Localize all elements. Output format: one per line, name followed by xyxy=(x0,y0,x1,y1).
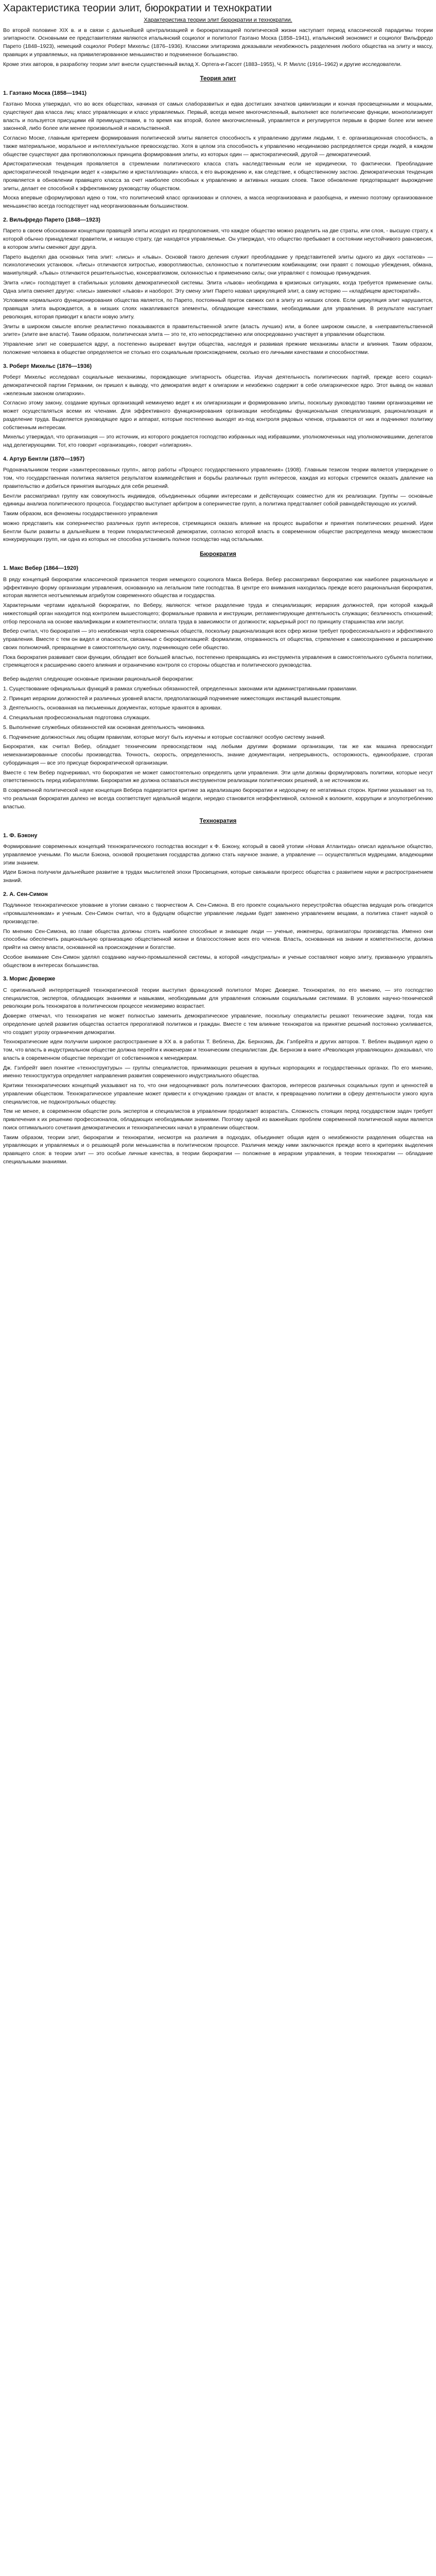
paragraph: 1. Существование официальных функций в рамках служебных обязанностей, определенных законами или административными правилами. xyxy=(3,685,358,692)
elite-section xyxy=(3,89,433,545)
subsection-heading: 3. Роберт Михельс (1876—1936) xyxy=(3,363,92,369)
paragraph: Родоначальником теории «заинтересованных групп», автор работы «Процесс государственного управления» (1908). Главным тезисом теории является утверждение о том, что государственная политика является результатом взаимодействия и борьбы различных групп интересов, каждая из которых стремится оказать давление на правительство и добиться принятия выгодных для себя решений. xyxy=(3,467,433,489)
paragraph: 5. Выполнение служебных обязанностей как основная деятельность чиновника. xyxy=(3,724,205,731)
paragraph: Гаэтано Моска утверждал, что во всех обществах, начиная от самых слаборазвитых и едва достигших зачатков цивилизации и кончая просвещенными и мощными, существуют два класса лиц: класс управляющих и класс управляемых. Первый, всегда менее многочисленный, выполняет все политические функции, монополизирует власть и пользуется присущими ей преимуществами, в то время как второй, более многочисленный, управляется и регулируется первым в форме более или менее законной, либо более или менее произвольной и насильственной. xyxy=(3,101,433,132)
technocracy-section-title: Технократия xyxy=(199,818,237,825)
subsection-heading: 4. Артур Бентли (1870—1957) xyxy=(3,455,85,462)
intro-section xyxy=(3,27,433,69)
paragraph: 6. Подчинение должностных лиц общим правилам, которые могут быть изучены и которые составляют особую систему знаний. xyxy=(3,734,326,740)
subsection-heading: 2. Вильфредо Парето (1848—1923) xyxy=(3,216,100,223)
paragraph: Таким образом, теории элит, бюрократии и технократии, несмотря на различия в подходах, объединяет общая идея о неизбежности разделения общества на управляющих и управляемых и о решающей роли меньшинства в политическом процессе. Различия между ними заключаются прежде всего в критериях выделения правящего слоя: в теории элит — это особые личные качества, в теории бюрократии — положение в иерархии управления, в теории технократии — обладание специальными знаниями. xyxy=(3,1134,433,1165)
paragraph: Вместе с тем Вебер подчеркивал, что бюрократия не может самостоятельно определять цели управления. Эти цели должны формулировать политики, которые несут ответственность перед избирателями. Бюрократия же должна оставаться инструментом реализации политических решений, а не источником их. xyxy=(3,769,433,784)
paragraph: Во второй половине XIX в. и в связи с дальнейшей централизацией и бюрократизацией политической жизни наступает период классической парадигмы теории элитарности. Основными ее представителями являются итальянский социолог и политолог Гаэтано Моска (1858–1941), итальянский экономист и социолог Вильфредо Парето (1848–1923), немецкий социолог Роберт Михельс (1876–1936). Классики элитаризма доказывали неизбежность разделения любого общества на элиту и массу, правящих и управляемых, на привилегированное меньшинство и подчиненное большинство. xyxy=(3,27,433,58)
paragraph: 2. Принцип иерархии должностей и различных уровней власти, предполагающий подчинение нижестоящих инстанций вышестоящим. xyxy=(3,695,342,702)
subsection-heading: 3. Морис Дюверже xyxy=(3,976,56,982)
bureaucracy-section-title: Бюрократия xyxy=(200,551,236,557)
subsection-heading: 2. А. Сен-Симон xyxy=(3,891,48,897)
paragraph: Дюверже отмечал, что технократия не может полностью заменить демократическое управление, поскольку специалисты решают технические задачи, тогда как определение целей развития общества остается прерогативой политиков и граждан. Вместе с тем влияние технократов на принятие решений постоянно усиливается, что создает угрозу ограничения демократии. xyxy=(3,1013,433,1036)
paragraph: Условием нормального функционирования общества является, по Парето, постоянный приток свежих сил в элиту из низших слоев. Если циркуляция элит нарушается, правящая элита вырождается, а в низших слоях накапливаются элементы, обладающие качествами, необходимыми для управления. В результате наступает революция, которая приводит к власти новую элиту. xyxy=(3,297,433,320)
subsection-heading: 1. Ф. Бэкону xyxy=(3,832,38,839)
paragraph: Управление элит не совершается вдруг, а постепенно вызревает внутри общества, наследуя и развивая прежние механизмы власти и влияния. Таким образом, положение человека в обществе определяется не столько его социальным происхождением, сколько его личными качествами и способностями. xyxy=(3,341,433,355)
paragraph: Парето выделял два основных типа элит: «лисы» и «львы». Основой такого деления служит преобладание у представителей элиты одного из двух «остатков» — психологических установок. «Лисы» отличаются хитростью, изворотливостью, склонностью к политическим комбинациям; они правят с помощью убеждения, обмана, манипуляций. «Львы» отличаются решительностью, консерватизмом, склонностью к применению силы; они управляют с помощью принуждения. xyxy=(3,253,433,276)
elite-section-title: Теория элит xyxy=(200,76,236,82)
paragraph: Михельс утверждал, что организация — это источник, из которого рождается господство избранных над избравшими, уполномоченных над уполномочившими, делегатов над делегирующими. Тот, кто говорит «организация», говорит «олигархия». xyxy=(3,434,433,448)
paragraph: Кроме этих авторов, в разработку теории элит внесли существенный вклад Х. Ортега-и-Гассет (1883–1955), Ч. Р. Миллс (1916–1962) и другие исследователи. xyxy=(3,61,402,67)
paragraph: Вебер считал, что бюрократия — это неизбежная черта современных обществ, поскольку рационализация всех сфер жизни требует профессионального и эффективного управления. Вместе с тем он видел и опасности, связанные с бюрократизацией: формализм, оторванность от общества, стремление к самосохранению и расширению своих полномочий, превращение в самостоятельную силу, подчиняющую себе общество. xyxy=(3,628,433,651)
paragraph: Элита «лис» господствует в стабильных условиях демократической системы. Элита «львов» необходима в кризисных ситуациях, когда требуется применение силы. Одна элита сменяет другую: «лисы» заменяют «львов» и наоборот. Эту смену элит Парето назвал циркуляцией элит, а саму историю — «кладбищем аристократий». xyxy=(3,279,433,294)
paragraph: Критики технократических концепций указывают на то, что они недооценивают роль политических факторов, интересов различных социальных групп и ценностей в управлении обществом. Технократическое управление может привести к отчуждению граждан от власти, к превращению политики в сферу деятельности узкого круга специалистов, не подконтрольных обществу. xyxy=(3,1082,433,1105)
paragraph: Парето в своем обосновании концепции правящей элиты исходил из предположения, что каждое общество можно разделить на две страты, или слоя, - высшую страту, к которой обычно принадлежат правители, и низшую страту, где находятся управляемые. Он утверждал, что общество пребывает в состоянии неустойчивого равновесия, в котором элиты сменяют друг друга. xyxy=(3,228,433,250)
paragraph: Элиты в широком смысле вполне реалистично показываются в правительственной элите (власть лучших) или, в более широком смысле, в «неправительственной элите» (элите вне власти). Таким образом, политическая элита — это те, кто непосредственно или опосредованно участвует в управлении обществом. xyxy=(3,323,433,338)
paragraph: С оригинальной интерпретацией технократической теории выступил французский политолог Морис Дюверже. Технократия, по его мнению, — это господство специалистов, экспертов, обладающих знаниями и навыками, необходимыми для управления сложными социальными системами. В условиях научно-технической революции роль технократов в политическом процессе неизмеримо возрастает. xyxy=(3,987,433,1010)
paragraph: По мнению Сен-Симона, во главе общества должны стоять наиболее способные и знающие люди — ученые, инженеры, организаторы производства. Именно они способны обеспечить рациональную организацию общественной жизни и благосостояние всех его членов. Власть, основанная на знании и компетентности, должна прийти на смену власти, основанной на происхождении и богатстве. xyxy=(3,928,433,951)
page-subtitle: Характеристика теории элит бюрократии и технократии. xyxy=(144,17,292,23)
technocracy-section xyxy=(3,832,433,1166)
paragraph: Особое внимание Сен-Симон уделял созданию научно-промышленной системы, в которой «индустриалы» и ученые составляют новую элиту, призванную управлять обществом в интересах большинства. xyxy=(3,954,433,969)
paragraph: Бюрократия, как считал Вебер, обладает техническим превосходством над любыми другими формами организации, так же как машина превосходит немеханизированные способы производства. Точность, скорость, определенность, знание документации, непрерывность, осторожность, единообразие, строгая субординация — все это присуще бюрократической организации. xyxy=(3,743,433,766)
paragraph: Подлинное технократическое упование в утопии связано с творчеством А. Сен-Симона. В его проекте социального переустройства общества ведущая роль отводится «промышленникам» и ученым. Сен-Симон считал, что в будущем обществе управление людьми будет заменено управлением вещами, а политика станет наукой о производстве. xyxy=(3,902,433,925)
paragraph: Пока бюрократия развивает свои функции, обладает все большей властью, постепенно превращаясь из инструмента управления в самостоятельного субъекта политики, стремящегося к расширению своего влияния и ограничению контроля со стороны общества и политического руководства. xyxy=(3,654,433,669)
spacer xyxy=(3,671,433,675)
paragraph: Вебер выделял следующие основные признаки рациональной бюрократии: xyxy=(3,676,194,682)
paragraph: Формирование современных концепций технократического господства восходит к Ф. Бэкону, который в своей утопии «Новая Атлантида» описал идеальное общество, управляемое учеными. По мысли Бэкона, основой процветания государства должно стать научное знание, а управление — осуществляться мудрецами, владеющими этим знанием. xyxy=(3,843,433,866)
paragraph: Согласно Моске, главным критерием формирования политической элиты является способность к управлению другими людьми, т. е. организационная способность, а также материальное, моральное и интеллектуальное превосходство. Хотя в целом эта способность к управлению неодинаково распределяется среди людей, в каждом обществе существуют два противоположных принципа формирования элиты, из которых один — аристократический, другой — демократический. xyxy=(3,135,433,158)
paragraph: Аристократическая тенденция проявляется в стремлении политического класса стать наследственным если не юридически, то фактически. Преобладание аристократической тенденции ведет к «закрытию и кристаллизации» класса, к его вырождению и, как следствие, к общественному застою. Демократическая тенденция проявляется в обновлении правящего класса за счет наиболее способных к управлению и активных низших слоев. Такое обновление предотвращает вырождение элиты, делает ее способной к эффективному руководству обществом. xyxy=(3,161,433,192)
paragraph: Таким образом, вся феномены государственного управления xyxy=(3,511,158,517)
page-title: Характеристика теории элит, бюрократии и технократии xyxy=(3,3,272,14)
paragraph: Тем не менее, в современном обществе роль экспертов и специалистов в управлении продолжает возрастать. Сложность стоящих перед государством задач требует привлечения к их решению профессионалов, обладающих необходимыми знаниями. Поэтому одной из важнейших проблем современной политической науки является поиск оптимального сочетания демократических и технократических начал в управлении обществом. xyxy=(3,1108,433,1131)
subsection-heading: 1. Гаэтано Моска (1858—1941) xyxy=(3,90,87,96)
paragraph: Дж. Гэлбрейт ввел понятие «техноструктуры» — группы специалистов, принимающих решения в крупных корпорациях и государственных органах. По его мнению, именно техноструктура определяет направления развития современного индустриального общества. xyxy=(3,1064,433,1079)
paragraph: Бентли рассматривал группу как совокупность индивидов, объединенных общими интересами и действующих совместно для их реализации. Группы — основные единицы анализа политического процесса. Государство выступает арбитром в соперничестве групп, а политика представляет собой равнодействующую их усилий. xyxy=(3,493,433,507)
paragraph: Идеи Бэкона получили дальнейшее развитие в трудах мыслителей эпохи Просвещения, которые связывали прогресс общества с развитием науки и распространением знаний. xyxy=(3,869,433,884)
paragraph: 4. Специальная профессиональная подготовка служащих. xyxy=(3,715,151,721)
subsection-heading: 1. Макс Вебер (1864—1920) xyxy=(3,565,79,572)
paragraph: Характерными чертами идеальной бюрократии, по Веберу, являются: четкое разделение труда и специализация; иерархия должностей, при которой каждый нижестоящий орган находится под контролем вышестоящего; формальные правила и инструкции, регламентирующие деятельность служащих; безличность отношений; отбор персонала на основе квалификации и компетентности; оплата труда в зависимости от должности; карьерный рост по принципу старшинства или заслуг. xyxy=(3,602,433,625)
paragraph: Согласно этому закону, создание крупных организаций неминуемо ведет к их олигархизации и формированию элиты, поскольку руководство такими организациями не может осуществляться всеми их членами. Для эффективного функционирования организации необходимы функциональная специализация, рационализация и разделение труда. Выделяется руководящее ядро и аппарат, которые постепенно выходят из-под контроля рядовых членов, отрываются от них и подчиняют политику собственным интересам. xyxy=(3,400,433,431)
paragraph: В ряду концепций бюрократии классической признается теория немецкого социолога Макса Вебера. Вебер рассматривал бюрократию как наиболее рациональную и эффективную форму организации управления, основанную на легальном типе господства. В центре его внимания находилась прежде всего рациональная бюрократия, которая является неотъемлемым атрибутом современного общества и государства. xyxy=(3,576,433,599)
bureaucracy-section xyxy=(3,564,433,811)
paragraph: 3. Деятельность, основанная на письменных документах, которые хранятся в архивах. xyxy=(3,705,222,711)
paragraph: В современной политической науке концепция Вебера подвергается критике за идеализацию бюрократии и недооценку ее негативных сторон. Критики указывают на то, что реальная бюрократия далеко не всегда соответствует идеальной модели, нередко становится неэффективной, склонной к волоките, коррупции и злоупотреблению властью. xyxy=(3,787,433,810)
article xyxy=(0,0,436,1166)
paragraph: Моска впервые сформулировал идею о том, что политический класс организован и сплочен, а масса неорганизована и разобщена, и именно поэтому организованное меньшинство всегда господствует над неорганизованным большинством. xyxy=(3,195,433,209)
paragraph: Роберт Михельс исследовал социальные механизмы, порождающие элитарность общества. Изучая деятельность политических партий, прежде всего социал-демократической партии Германии, он пришел к выводу, что демократия ведет к олигархии и неизбежно содержит в себе олигархическое ядро. Этот вывод он назвал «железным законом олигархии». xyxy=(3,374,433,397)
paragraph: Технократические идеи получили широкое распространение в XX в. в работах Т. Веблена, Дж. Бернхэма, Дж. Гэлбрейта и других авторов. Т. Веблен выдвинул идею о том, что власть в индустриальном обществе должна перейти к инженерам и техническим специалистам. Дж. Бернхэм в книге «Революция управляющих» доказывал, что власть в современном обществе переходит от собственников к менеджерам. xyxy=(3,1039,433,1061)
paragraph: можно представить как соперничество различных групп интересов, стремящихся оказать влияние на процесс выработки и принятия политических решений. Идеи Бентли были развиты в дальнейшем в теории плюралистической демократии, согласно которой власть в современном обществе распределена между множеством конкурирующих групп, ни одна из которых не способна установить полное господство над остальными. xyxy=(3,520,433,543)
